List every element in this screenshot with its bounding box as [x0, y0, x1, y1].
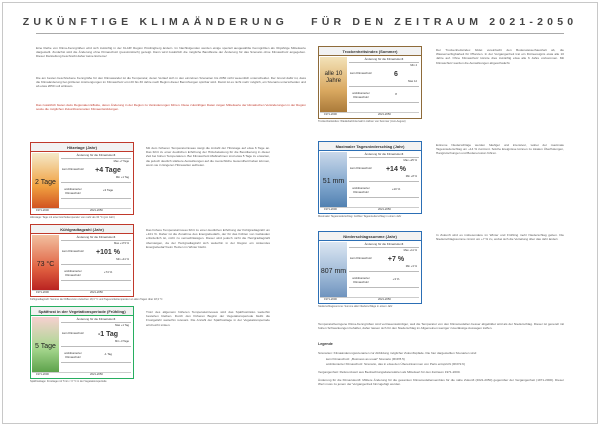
- rain-cloud-icon: [320, 152, 347, 208]
- text-spaetfrost: Trotz des allgemein höheren Temperaturniveaus wird das Spätfrostrisiko weiterhin bestehen bleiben. Durch den früheren Beginn der Vegetationsperiode bleibt die Frostgefahr weiterhin relevant. Die Anzahl der Spätfrosttage in der Vegetationsperiode wird leicht sinken.: [146, 310, 270, 327]
- amb-value: 8: [395, 92, 397, 96]
- row-label: ambitionierter Klimaschutz: [352, 276, 370, 284]
- row-label: kein Klimaschutz: [62, 331, 84, 335]
- row-label: ambitionierter Klimaschutz: [64, 351, 82, 359]
- period-future: 2021-2050: [378, 113, 391, 116]
- legend-scenario-2: ambitionierter Klimaschutz: Szenario, das in etwa den Übereinkommen von Paris entspricht (RCP2.6): [326, 362, 465, 366]
- thermometer-icon: [32, 235, 59, 291]
- sun-hot-icon: [32, 153, 59, 209]
- row-label: kein Klimaschutz: [350, 256, 372, 260]
- row-label: ambitionierter Klimaschutz: [64, 269, 82, 277]
- period-future: 2021-2050: [378, 298, 391, 301]
- card-kuehlgradtagzahl: [30, 224, 134, 297]
- col-head: Änderung für die Klimazukunft: [364, 57, 404, 61]
- caption-niederschlagssumme: Niederschlagssumme: Summe aller Niederschläge in einem Jahr: [318, 305, 393, 308]
- cloud-icon: [320, 242, 347, 298]
- legend-aenderung: Änderung für die Klimazukunft: Mittlere Änderung für die gesamten Klimamodellensembles für die nahe Zukunft (2021-2050) gegenüber der Vergangenheit (1971-2000). Dieser Wert muss zu jenem der Vergangenheit hinzugefügt werden.: [318, 378, 564, 387]
- col-head: Änderung für die Klimazukunft: [76, 153, 116, 157]
- card-hitzetage: [30, 142, 134, 215]
- title-part1: ZUKÜNFTIGE KLIMAÄNDERUNG: [22, 16, 288, 28]
- caption-hitzetage: Hitzetage: Tage mit einer Höchsttemperatur von mehr als 30 °C (pro Jahr): [30, 216, 115, 219]
- change-value: +4 Tage: [95, 167, 121, 174]
- period-past: 1971-2000: [36, 373, 49, 376]
- dry-soil-icon: [320, 57, 347, 113]
- card-title: Kühlgradtagzahl (Jahr): [31, 225, 133, 234]
- range-min: Min +3 %: [405, 265, 417, 268]
- amb-value: +3 Tage: [102, 188, 114, 192]
- text-niederschlagssumme: In Zukunft wird es insbesondere im Winter und Frühling mehr Niederschlag geben. Die Niederschlagssumme nimmt um +7 % zu, wobei sich die Verteilung über das Jahr ändert.: [436, 233, 564, 242]
- caption-kuehlgradtagzahl: Kühlgradtagzahl: Summe der Differenzen zwischen 18,3 °C und Tagesmitteltemperatur an allen Tagen über 18,3 °C: [30, 298, 163, 301]
- period-past: 1971-2000: [324, 113, 337, 116]
- text-bottom: Temperaturbezogene Klima-Kenngrößen sind vertrauenswürdiger, weil die Temperatur von den Klimamodellen besser abgebildet wird als der Niederschlag. Dieser ist generell mit hohen Schwankungen behaftet, daher lassen sich für den Niederschlag im Allgemeinen weniger zuverlässige Aussagen treffen.: [318, 322, 564, 331]
- range-max: Max +173 %: [113, 242, 129, 245]
- card-max-tagesniederschlag: [318, 141, 422, 214]
- change-value: +7 %: [387, 256, 405, 263]
- row-label: kein Klimaschutz: [350, 166, 372, 170]
- past-value: 2 Tage: [35, 179, 56, 186]
- text-trockenheitsindex: Der Trockenheitsindex bildet vereinfacht den Bodenwasserhaushalt ab, die Wasserverfügbarkeit für Pflanzen. In der Vergangenheit trat ein Dürreereignis etwa alle 10 Jahre auf. Ohne Klimaschutz könnte dies zukünftig etwa alle 6 Jahre vorkommen. Mit Klimaschutz werden die Auswirkungen abgeschwächt.: [436, 48, 564, 65]
- card-trockenheitsindex: [318, 46, 422, 119]
- row-label: ambitionierter Klimaschutz: [64, 187, 82, 195]
- period-future: 2021-2050: [90, 291, 103, 294]
- row-label: kein Klimaschutz: [62, 249, 84, 253]
- card-title: Niederschlagssumme (Jahr): [319, 232, 421, 241]
- range-min: Min -3 Tage: [115, 340, 129, 343]
- legend-heading: Legende: [318, 342, 333, 346]
- past-value: 807 mm: [320, 268, 347, 275]
- text-kuehlgradtagzahl: Das höhere Temperaturniveau führt zu einer deutlichen Erhöhung der Kühlgradtagzahl um +101 %. Daher ist die Zunahme des Energiebedarfs, der für das Kühlen von Gebäuden erforderlich ist, nicht zu vernachlässigen. Dieser wird jedoch nicht die Heizgradtagzahl übersteigen, da der Heizgradtagzahl sich weiterhin in der Region ein sinkendes Energiebedarf beim Heizen im Winter bleibt.: [146, 228, 270, 249]
- caption-trockenheitsindex: Trockenheitsindex: Wiederkehrintervall in Jahren von Sommer (Juni-August): [318, 120, 406, 123]
- col-head: Änderung für die Klimazukunft: [364, 242, 404, 246]
- row-label: ambitionierter Klimaschutz: [352, 91, 370, 99]
- amb-value: -1 Tag: [104, 352, 112, 356]
- range-max: Max +7 Tage: [113, 160, 129, 163]
- intro-para2: Die am besten beschriebene Kenngröße für den Klimawandel ist die Temperatur, deren Verlauf sich in den einzelnen Szenarien bis 2050 nicht wesentlich unterscheidet. Der Grund dafür ist, dass die Klimaänderung bei größeren Anstrengungen im Klimaschutz erst 20 bis 30 Jahre nach Beginn dieser Bemühungen spürbar wird. Damit ist es nicht mehr möglich, ein Szenario unterscheiden und ab etwa 2050 voll wirksam.: [36, 76, 306, 89]
- text-hitzetage: Mit dem höheren Temperaturniveau steigt die Anzahl der Hitzetage auf etwa 6 Tage an. Das führt zu einer deutlichen Erhöhung der Hitzebelastung für die Bevölkerung in dieser Zeit bei hohen Temperaturen. Bei Klimaschutz-Maßnahmen sind etwa 5 Tage zu erwarten, die jedoch deutlich stärkere Auswirkungen auf die menschliche Gesundheit haben können, wenn sie in längeren Hitzewellen auftreten.: [146, 146, 271, 167]
- change-value: -1 Tag: [97, 331, 119, 338]
- text-max-tagesniederschlag: Extreme Niederschläge werden häufiger und intensiver, wobei der maximale Tagesniederschlag um +14 % zunimmt. Solche Ereignisse können zu lokalen Überflutungen, Hangrutschungen und Bodenerosion führen.: [436, 143, 564, 156]
- legend-scenario-1: kein Klimaschutz: „Business as usual" Szenario (RCP8.5): [326, 357, 405, 361]
- past-value: alle 10 Jahre: [324, 71, 343, 84]
- legend-vergangenheit: Vergangenheit: Referenzwert aus Beobachtungsdatensätzen als Mittelwert für den Zeitraum 1971-2000.: [318, 370, 461, 374]
- intro-para1: Eine Reihe von Klima-Kenngrößen wird sich zukünftig in der KLAR! Region Pöstlingberg ändern. Im Nachfolgenden werden einige speziell ausgewählte Kenngrößen als 30-jährige Mittelwerte dargestellt. Zunächst wird die Änderung ohne Klimaschutz (pessimistisch) gezeigt. Dann wird zusätzlich die mögliche Bandbreite der Änderung für das Szenario ohne Klimaschutz angegeben. Dieser Darstellung beschreibt daher keine Extreme!: [36, 46, 306, 59]
- legend-szenarien: Szenarien: Klimaänderungsszenarien zur Abbildung möglicher Zukunftspfade. Die hier dargestellten Szenarien sind:: [318, 351, 477, 355]
- amb-value: +10 %: [391, 187, 401, 191]
- period-future: 2021-2050: [90, 373, 103, 376]
- amb-value: +74 %: [103, 270, 113, 274]
- title-rule: [36, 33, 564, 34]
- col-head: Änderung für die Klimazukunft: [76, 317, 116, 321]
- period-future: 2021-2050: [90, 209, 103, 212]
- period-future: 2021-2050: [378, 208, 391, 211]
- blossom-icon: [32, 317, 59, 373]
- range-max: Max +1 Tag: [115, 324, 129, 327]
- caption-max-tagesniederschlag: Maximaler Tagesniederschlag: Größter Tagesniederschlag in einem Jahr: [318, 215, 402, 218]
- row-label: ambitionierter Klimaschutz: [352, 186, 370, 194]
- card-title: Spätfrost in der Vegetationsperiode (Frühling): [31, 307, 133, 316]
- range-max: Min 4: [410, 64, 417, 67]
- card-title: Hitzetage (Jahr): [31, 143, 133, 152]
- range-min: Min +41 %: [116, 258, 129, 261]
- intro-para3: Das zusätzlich bieten dazu Regionalen Effekte, deren Änderung in der Region zu Veränderungen führen. Diese zukünftigen Daten zeigen Mittelwerte der klimatischen Veränderungen in der Region sowie die möglichen Zukunftsszenarien Klimaentwicklungen.: [36, 103, 306, 112]
- row-label: kein Klimaschutz: [62, 167, 84, 171]
- amb-value: +3 %: [392, 277, 400, 281]
- past-value: 5 Tage: [35, 343, 56, 350]
- range-max: Max +11 %: [403, 249, 417, 252]
- card-title: Maximaler Tagesniederschlag (Jahr): [319, 142, 421, 151]
- period-past: 1971-2000: [324, 208, 337, 211]
- card-title: Trockenheitsindex (Sommer): [319, 47, 421, 56]
- period-past: 1971-2000: [36, 209, 49, 212]
- change-value: +14 %: [385, 166, 407, 173]
- change-value: 6: [394, 71, 398, 78]
- card-spaetfrost: [30, 306, 134, 379]
- past-value: 51 mm: [322, 178, 345, 185]
- period-past: 1971-2000: [324, 298, 337, 301]
- range-min: Min +1 Tag: [115, 176, 129, 179]
- caption-spaetfrost: Spätfrosttage: Frosttage mit Tmin < 0 °C in der Vegetationsperiode: [30, 380, 107, 383]
- range-min: Min +8 %: [405, 175, 417, 178]
- row-label: kein Klimaschutz: [350, 71, 372, 75]
- change-value: +101 %: [96, 249, 120, 256]
- col-head: Änderung für die Klimazukunft: [76, 235, 116, 239]
- card-niederschlagssumme: [318, 231, 422, 304]
- title-part2: FÜR DEN ZEITRAUM 2021-2050: [311, 16, 578, 28]
- range-min: Max 12: [408, 80, 417, 83]
- range-max: Max +25 %: [403, 159, 417, 162]
- period-past: 1971-2000: [36, 291, 49, 294]
- page-title: [0, 16, 600, 28]
- col-head: Änderung für die Klimazukunft: [364, 152, 404, 156]
- past-value: 73 °C: [36, 261, 55, 268]
